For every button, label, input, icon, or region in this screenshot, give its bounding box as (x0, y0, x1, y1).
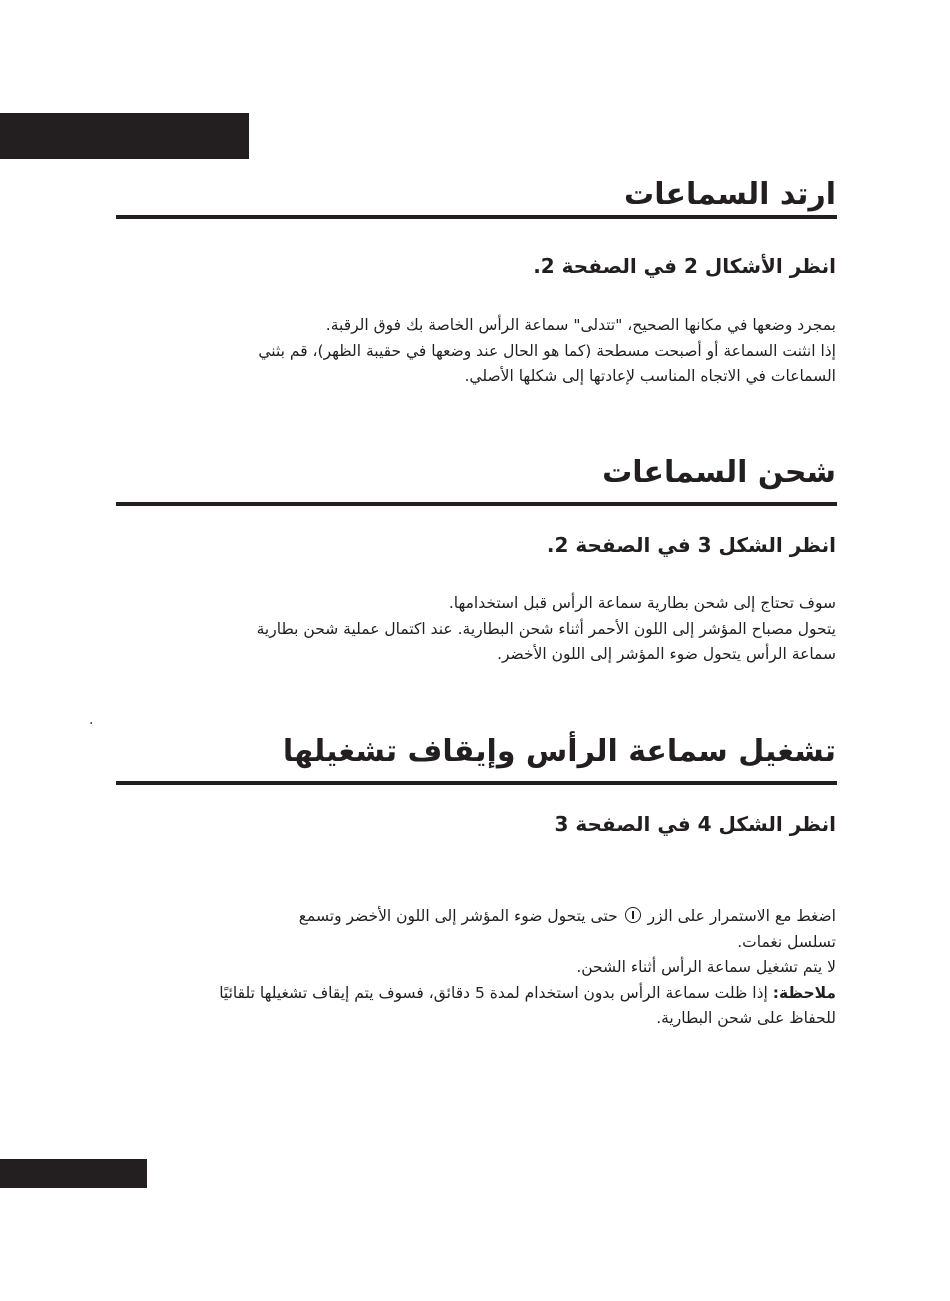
text-line: السماعات في الاتجاه المناسب لإعادتها إلى شكلها الأصلي. (464, 367, 836, 385)
text-line: سوف تحتاج إلى شحن بطارية سماعة الرأس قبل استخدامها. (448, 594, 836, 612)
section-rule-charge (116, 502, 837, 506)
section-title-wear: ارتد السماعات (624, 177, 836, 212)
text-before-icon: اضغط مع الاستمرار على الزر (647, 907, 836, 925)
text-after-icon: حتى يتحول ضوء المؤشر إلى اللون الأخضر وتسمع (298, 907, 618, 925)
note-label: ملاحظة: (772, 983, 836, 1002)
text-line: تسلسل نغمات. (737, 932, 836, 951)
section-title-power: تشغيل سماعة الرأس وإيقاف تشغيلها (282, 734, 836, 769)
text-line: للحفاظ على شحن البطارية. (656, 1009, 836, 1027)
paragraph-charge (114, 591, 836, 668)
figure-reference-power: انظر الشكل 4 في الصفحة 3 (554, 812, 836, 836)
paragraph-wear (114, 313, 836, 390)
text-line: سماعة الرأس يتحول ضوء المؤشر إلى اللون الأخضر. (497, 645, 836, 663)
text-line: لا يتم تشغيل سماعة الرأس أثناء الشحن. (576, 958, 836, 976)
text-line: يتحول مصباح المؤشر إلى اللون الأحمر أثناء شحن البطارية. عند اكتمال عملية شحن بطارية (256, 619, 836, 638)
header-tab-bar (0, 113, 249, 159)
text-line (114, 904, 836, 930)
figure-reference-wear: انظر الأشكال 2 في الصفحة 2. (533, 254, 836, 278)
text-line: إذا انثنت السماعة أو أصبحت مسطحة (كما هو الحال عند وضعها في حقيبة الظهر)، قم بثني (258, 341, 836, 360)
power-button-icon (625, 907, 641, 923)
note-text: إذا ظلت سماعة الرأس بدون استخدام لمدة 5 دقائق، فسوف يتم إيقاف تشغيلها تلقائيًا (219, 983, 768, 1002)
figure-reference-charge: انظر الشكل 3 في الصفحة 2. (546, 533, 836, 557)
section-rule-wear (116, 215, 837, 219)
footer-tab-bar (0, 1159, 147, 1188)
section-rule-power (116, 781, 837, 785)
note-line (114, 981, 836, 1007)
text-line: بمجرد وضعها في مكانها الصحيح، "تتدلى" سماعة الرأس الخاصة بك فوق الرقبة. (325, 316, 836, 334)
section-title-charge: شحن السماعات (602, 455, 836, 490)
paragraph-power (114, 904, 836, 1032)
stray-mark: . (89, 712, 94, 728)
